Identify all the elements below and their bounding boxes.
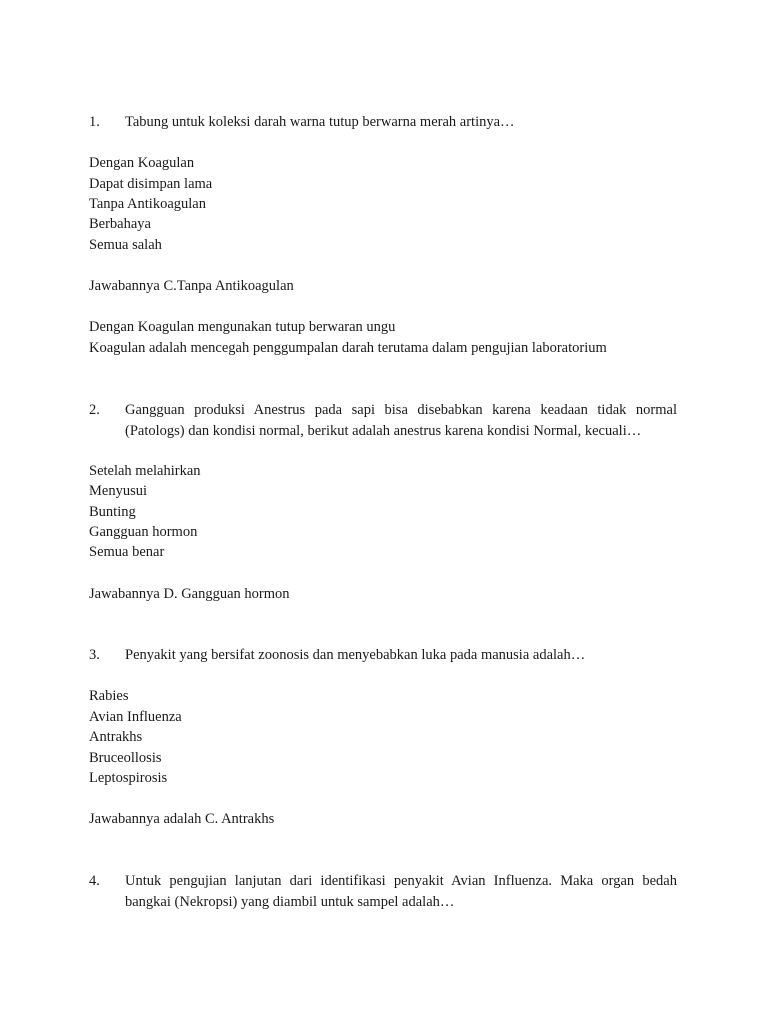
question-text: Tabung untuk koleksi darah warna tutup berwarna merah artinya… xyxy=(125,114,515,130)
explanation-line: Dengan Koagulan mengunakan tutup berwaran ungu xyxy=(89,319,396,335)
option-b: Menyusui xyxy=(89,483,147,499)
option-a: Dengan Koagulan xyxy=(89,155,195,171)
option-a: Setelah melahirkan xyxy=(89,463,201,479)
question-number: 4. xyxy=(89,873,100,889)
option-e: Leptospirosis xyxy=(89,770,168,786)
question-number: 1. xyxy=(89,114,100,130)
question-number: 2. xyxy=(89,402,100,418)
option-e: Semua benar xyxy=(89,544,165,560)
option-e: Semua salah xyxy=(89,237,162,253)
option-c: Bunting xyxy=(89,504,136,520)
option-b: Avian Influenza xyxy=(89,709,182,725)
option-b: Dapat disimpan lama xyxy=(89,176,213,192)
option-d: Bruceollosis xyxy=(89,750,162,766)
option-c: Tanpa Antikoagulan xyxy=(89,196,206,212)
answer-text: Jawabannya D. Gangguan hormon xyxy=(89,586,290,602)
explanation-line: Koagulan adalah mencegah penggumpalan darah terutama dalam pengujian laboratorium xyxy=(89,340,607,356)
answer-text: Jawabannya C.Tanpa Antikoagulan xyxy=(89,278,294,294)
option-d: Gangguan hormon xyxy=(89,524,198,540)
question-number: 3. xyxy=(89,647,100,663)
option-a: Rabies xyxy=(89,688,129,704)
question-text: Gangguan produksi Anestrus pada sapi bisa disebabkan karena keadaan tidak normal (Patologs) dan kondisi normal, berikut adalah anestrus karena kondisi Normal, kecuali… xyxy=(125,402,677,439)
option-d: Berbahaya xyxy=(89,216,151,232)
option-c: Antrakhs xyxy=(89,729,143,745)
question-text: Penyakit yang bersifat zoonosis dan menyebabkan luka pada manusia adalah… xyxy=(125,647,586,663)
question-text: Untuk pengujian lanjutan dari identifikasi penyakit Avian Influenza. Maka organ bedah bangkai (Nekropsi) yang diambil untuk sampel adalah… xyxy=(125,873,677,910)
answer-text: Jawabannya adalah C. Antrakhs xyxy=(89,811,275,827)
